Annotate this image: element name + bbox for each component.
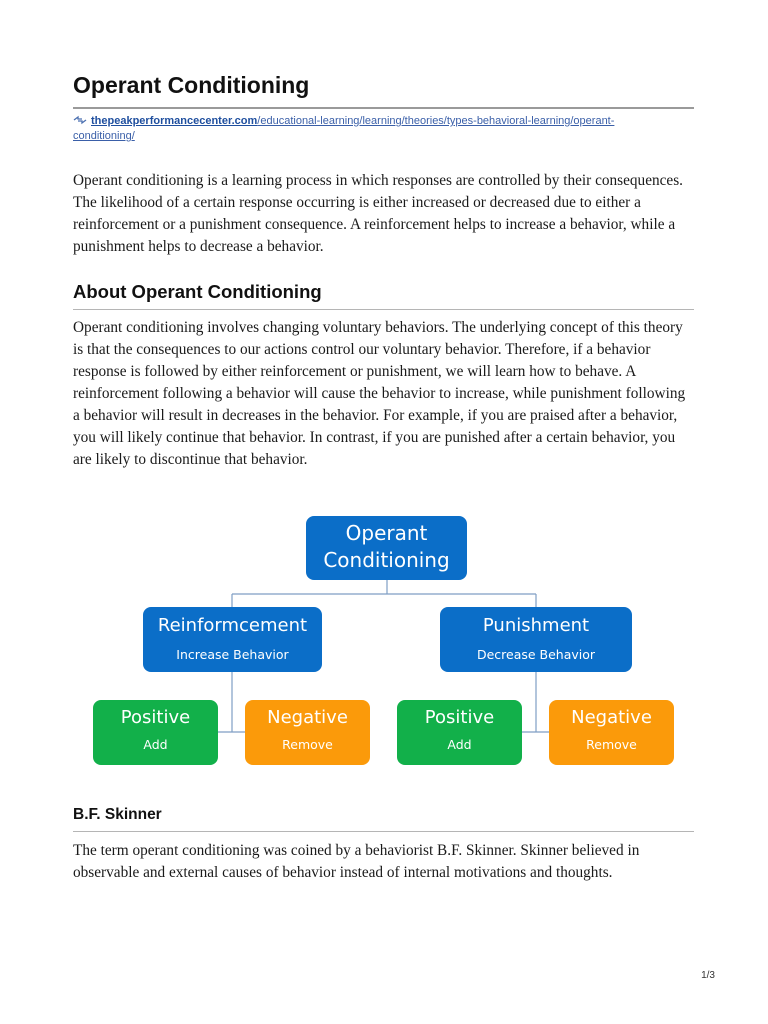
- reinforcement-sub: Increase Behavior: [176, 647, 289, 662]
- root-label-line2: Conditioning: [323, 548, 450, 572]
- leaf-sub: Add: [143, 737, 168, 752]
- punishment-box: [440, 607, 632, 672]
- about-paragraph: Operant conditioning involves changing voluntary behaviors. The underlying concept of this theory is that the consequences to our actions control our voluntary behavior. Therefore, if a behavior response is followed by either reinforcement or punishment, we will learn how to behave. A reinforcement following a behavior will cause the behavior to increase, while punishment following a behavior will result in decreases in the behavior. For example, if you are praised after a behavior, you will likely continue that behavior. In contrast, if you are punished after a certain behavior, you are likely to discontinue that behavior.: [73, 319, 686, 468]
- source-domain[interactable]: thepeakperformancecenter.com: [91, 115, 258, 127]
- page-number: 1/3: [701, 970, 715, 981]
- punishment-sub: Decrease Behavior: [476, 647, 596, 662]
- about-heading: About Operant Conditioning: [73, 281, 322, 302]
- link-icon: [73, 115, 87, 125]
- leaf-label: Negative: [267, 707, 348, 728]
- leaf-sub: Add: [447, 737, 472, 752]
- punishment-label: Punishment: [482, 615, 590, 636]
- leaf-sub: Remove: [282, 737, 333, 752]
- reinforcement-box: [143, 607, 322, 672]
- title-divider: [73, 107, 694, 109]
- leaf-label: Positive: [120, 707, 191, 728]
- intro-paragraph: Operant conditioning is a learning process in which responses are controlled by their consequences. The likelihood of a certain response occurring is either increased or decreased due to either a reinforcement or a punishment consequence. A reinforcement helps to increase a behavior, while a punishment helps to decrease a behavior.: [73, 172, 683, 255]
- punishment-negative-box: [549, 700, 674, 765]
- about-divider: [73, 309, 694, 310]
- diagram-root-box: [306, 516, 467, 580]
- leaf-label: Negative: [571, 707, 652, 728]
- source-path-continued[interactable]: conditioning/: [73, 130, 135, 142]
- skinner-divider: [73, 831, 694, 832]
- reinforcement-positive-box: [93, 700, 218, 765]
- skinner-paragraph: The term operant conditioning was coined by a behaviorist B.F. Skinner. Skinner believed in observable and external causes of behavior instead of internal motivations and thoughts.: [73, 842, 640, 881]
- reinforcement-label: Reinformcement: [157, 615, 308, 636]
- reinforcement-negative-box: [245, 700, 370, 765]
- leaf-sub: Remove: [586, 737, 637, 752]
- leaf-label: Positive: [424, 707, 495, 728]
- punishment-positive-box: [397, 700, 522, 765]
- source-path[interactable]: /educational-learning/learning/theories/types-behavioral-learning/operant-: [257, 115, 615, 127]
- source-link[interactable]: [73, 114, 683, 144]
- root-label-line1: Operant: [345, 521, 428, 545]
- page-title: Operant Conditioning: [73, 72, 310, 98]
- skinner-heading: B.F. Skinner: [73, 806, 162, 823]
